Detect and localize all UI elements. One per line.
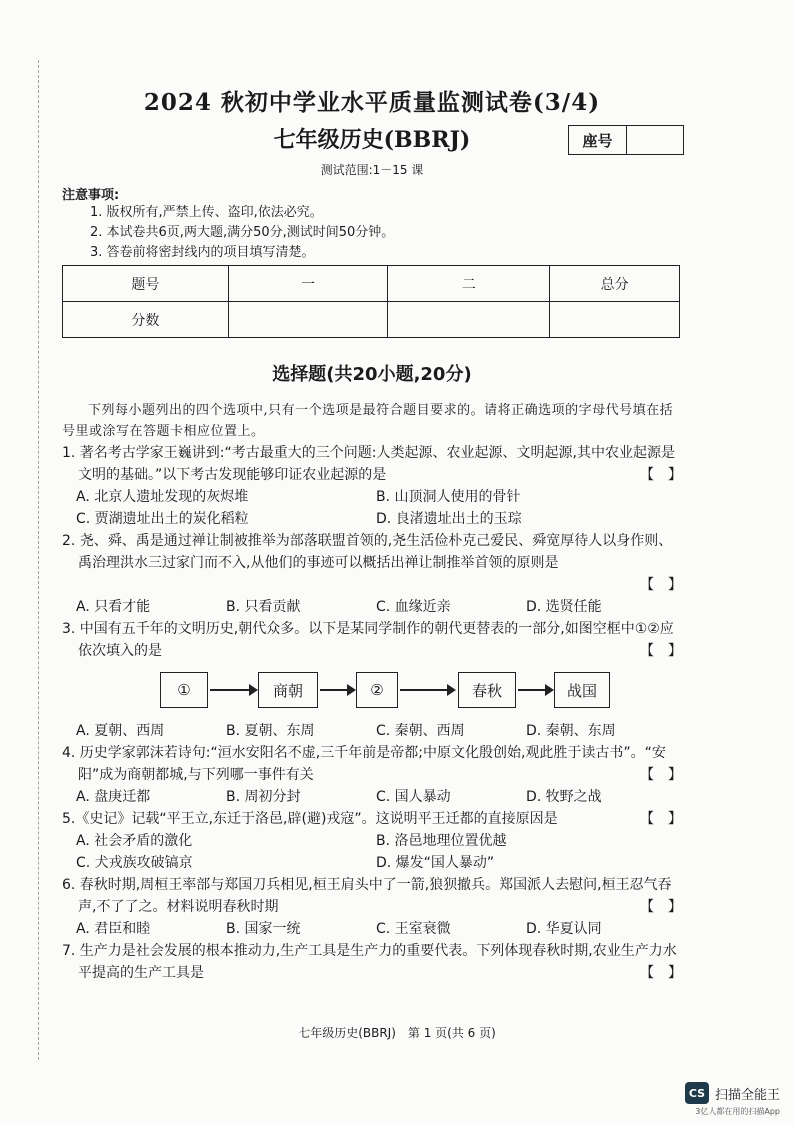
exam-subtitle: 七年级历史(BBRJ) — [273, 127, 471, 153]
question-stem: 6. 春秋时期,周桓王率部与郑国刀兵相见,桓王肩头中了一箭,狼狈撤兵。郑国派人去慰问,桓王忍气吞声,不了了之。材料说明春秋时期 — [62, 877, 672, 915]
arrow-icon — [400, 689, 454, 691]
option: B. 周初分封 — [226, 789, 301, 805]
answer-bracket: 【 】 — [640, 811, 682, 827]
score-table — [62, 265, 680, 338]
question-stem: 1. 著名考古学家王巍讲到:“考古最重大的三个问题:人类起源、农业起源、文明起源,其中农业起源是文明的基础。”以下考古发现能够印证农业起源的是 — [62, 445, 675, 483]
option: B. 国家一统 — [226, 921, 301, 937]
test-scope: 测试范围:1－15 课 — [320, 163, 424, 177]
option: D. 秦朝、东周 — [526, 723, 616, 739]
flow-box: 战国 — [554, 672, 610, 708]
option: D. 良渚遗址出土的玉琮 — [376, 511, 522, 527]
answer-bracket: 【 】 — [640, 467, 682, 483]
score-cell — [550, 302, 680, 338]
table-header-cell: 一 — [228, 266, 388, 302]
table-row — [63, 266, 680, 302]
answer-bracket: 【 】 — [640, 577, 682, 593]
table-header-cell: 二 — [388, 266, 550, 302]
question-5 — [62, 808, 682, 830]
table-row-label: 分数 — [63, 302, 229, 338]
seat-input-area — [627, 126, 683, 154]
note-item: 1. 版权所有,严禁上传、盗印,依法必究。 — [90, 205, 323, 220]
question-options — [62, 720, 682, 742]
option: A. 夏朝、西周 — [76, 723, 165, 739]
table-header-cell: 总分 — [550, 266, 680, 302]
question-4 — [62, 742, 682, 786]
option: A. 北京人遗址发现的灰烬堆 — [76, 489, 249, 505]
option: A. 只看才能 — [76, 599, 151, 615]
arrow-icon — [518, 689, 552, 691]
option: D. 牧野之战 — [526, 789, 602, 805]
question-1 — [62, 442, 682, 486]
question-2 — [62, 530, 682, 596]
seat-label: 座号 — [569, 126, 627, 154]
score-cell — [388, 302, 550, 338]
option: A. 社会矛盾的激化 — [76, 833, 193, 849]
flow-box: ② — [356, 672, 398, 708]
seat-number-box — [568, 125, 684, 155]
page-title: 2024 秋初中学业水平质量监测试卷(3/4) — [143, 89, 601, 116]
section-title: 选择题(共20小题,20分) — [272, 364, 472, 385]
seal-line — [38, 60, 40, 1060]
arrow-icon — [210, 689, 256, 691]
note-item: 2. 本试卷共6页,两大题,满分50分,测试时间50分钟。 — [90, 225, 395, 240]
option: C. 血缘近亲 — [376, 599, 451, 615]
option: A. 盘庚迁都 — [76, 789, 151, 805]
question-options — [62, 596, 682, 618]
main-content — [62, 84, 682, 984]
watermark-brand — [685, 1082, 780, 1104]
question-7 — [62, 940, 682, 984]
question-3 — [62, 618, 682, 662]
option: B. 洛邑地理位置优越 — [376, 833, 507, 849]
option: B. 山顶洞人使用的骨针 — [376, 489, 521, 505]
section-instruction: 下列每小题列出的四个选项中,只有一个选项是最符合题目要求的。请将正确选项的字母代号填在括号里或涂写在答题卡相应位置上。 — [62, 403, 674, 439]
question-6 — [62, 874, 682, 918]
watermark-tagline: 3亿人都在用的扫描App — [695, 1107, 780, 1116]
table-header-cell: 题号 — [63, 266, 229, 302]
page-footer: 七年级历史(BBRJ) 第 1 页(共 6 页) — [298, 1026, 496, 1040]
option: B. 夏朝、东周 — [226, 723, 315, 739]
answer-bracket: 【 】 — [640, 767, 682, 783]
flow-box: 商朝 — [258, 672, 318, 708]
arrow-icon — [320, 689, 354, 691]
option: C. 犬戎族攻破镐京 — [76, 855, 193, 871]
option: D. 华夏认同 — [526, 921, 602, 937]
question-options — [62, 830, 682, 874]
option: A. 君臣和睦 — [76, 921, 151, 937]
question-options — [62, 786, 682, 808]
option: C. 王室衰微 — [376, 921, 451, 937]
question-stem: 7. 生产力是社会发展的根本推动力,生产工具是生产力的重要代表。下列体现春秋时期,农业生产力水平提高的生产工具是 — [62, 943, 677, 981]
option: C. 贾湖遗址出土的炭化稻粒 — [76, 511, 249, 527]
flow-box: 春秋 — [458, 672, 516, 708]
question-stem: 2. 尧、舜、禹是通过禅让制被推举为部落联盟首领的,尧生活俭朴克己爱民、舜宽厚待人以身作则、禹治理洪水三过家门而不入,从他们的事迹可以概括出禅让制推举首领的原则是 — [62, 533, 673, 571]
question-options — [62, 918, 682, 940]
note-item: 3. 答卷前将密封线内的项目填写清楚。 — [90, 245, 315, 260]
score-cell — [228, 302, 388, 338]
watermark-name: 扫描全能王 — [714, 1087, 780, 1103]
answer-bracket: 【 】 — [640, 899, 682, 915]
camscanner-logo-icon: CS — [685, 1082, 709, 1104]
dynasty-flowchart — [62, 668, 682, 716]
option: C. 秦朝、西周 — [376, 723, 465, 739]
answer-bracket: 【 】 — [640, 965, 682, 981]
flow-box: ① — [160, 672, 208, 708]
answer-bracket: 【 】 — [640, 643, 682, 659]
subtitle-row — [62, 123, 682, 159]
option: C. 国人暴动 — [376, 789, 451, 805]
option: B. 只看贡献 — [226, 599, 301, 615]
scanner-watermark — [685, 1082, 780, 1117]
option: D. 选贤任能 — [526, 599, 602, 615]
table-row — [63, 302, 680, 338]
option: D. 爆发“国人暴动” — [376, 855, 495, 871]
question-stem: 4. 历史学家郭沫若诗句:“洹水安阳名不虚,三千年前是帝都;中原文化殷创始,观此胜于读古书”。“安阳”成为商朝都城,与下列哪一事件有关 — [62, 745, 666, 783]
question-options — [62, 486, 682, 530]
question-stem: 3. 中国有五千年的文明历史,朝代众多。以下是某同学制作的朝代更替表的一部分,如图空框中①②应依次填入的是 — [62, 621, 674, 659]
notes-heading: 注意事项: — [62, 188, 120, 203]
question-stem: 5.《史记》记载“平王立,东迁于洛邑,辟(避)戎寇”。这说明平王迁都的直接原因是 — [62, 811, 558, 827]
